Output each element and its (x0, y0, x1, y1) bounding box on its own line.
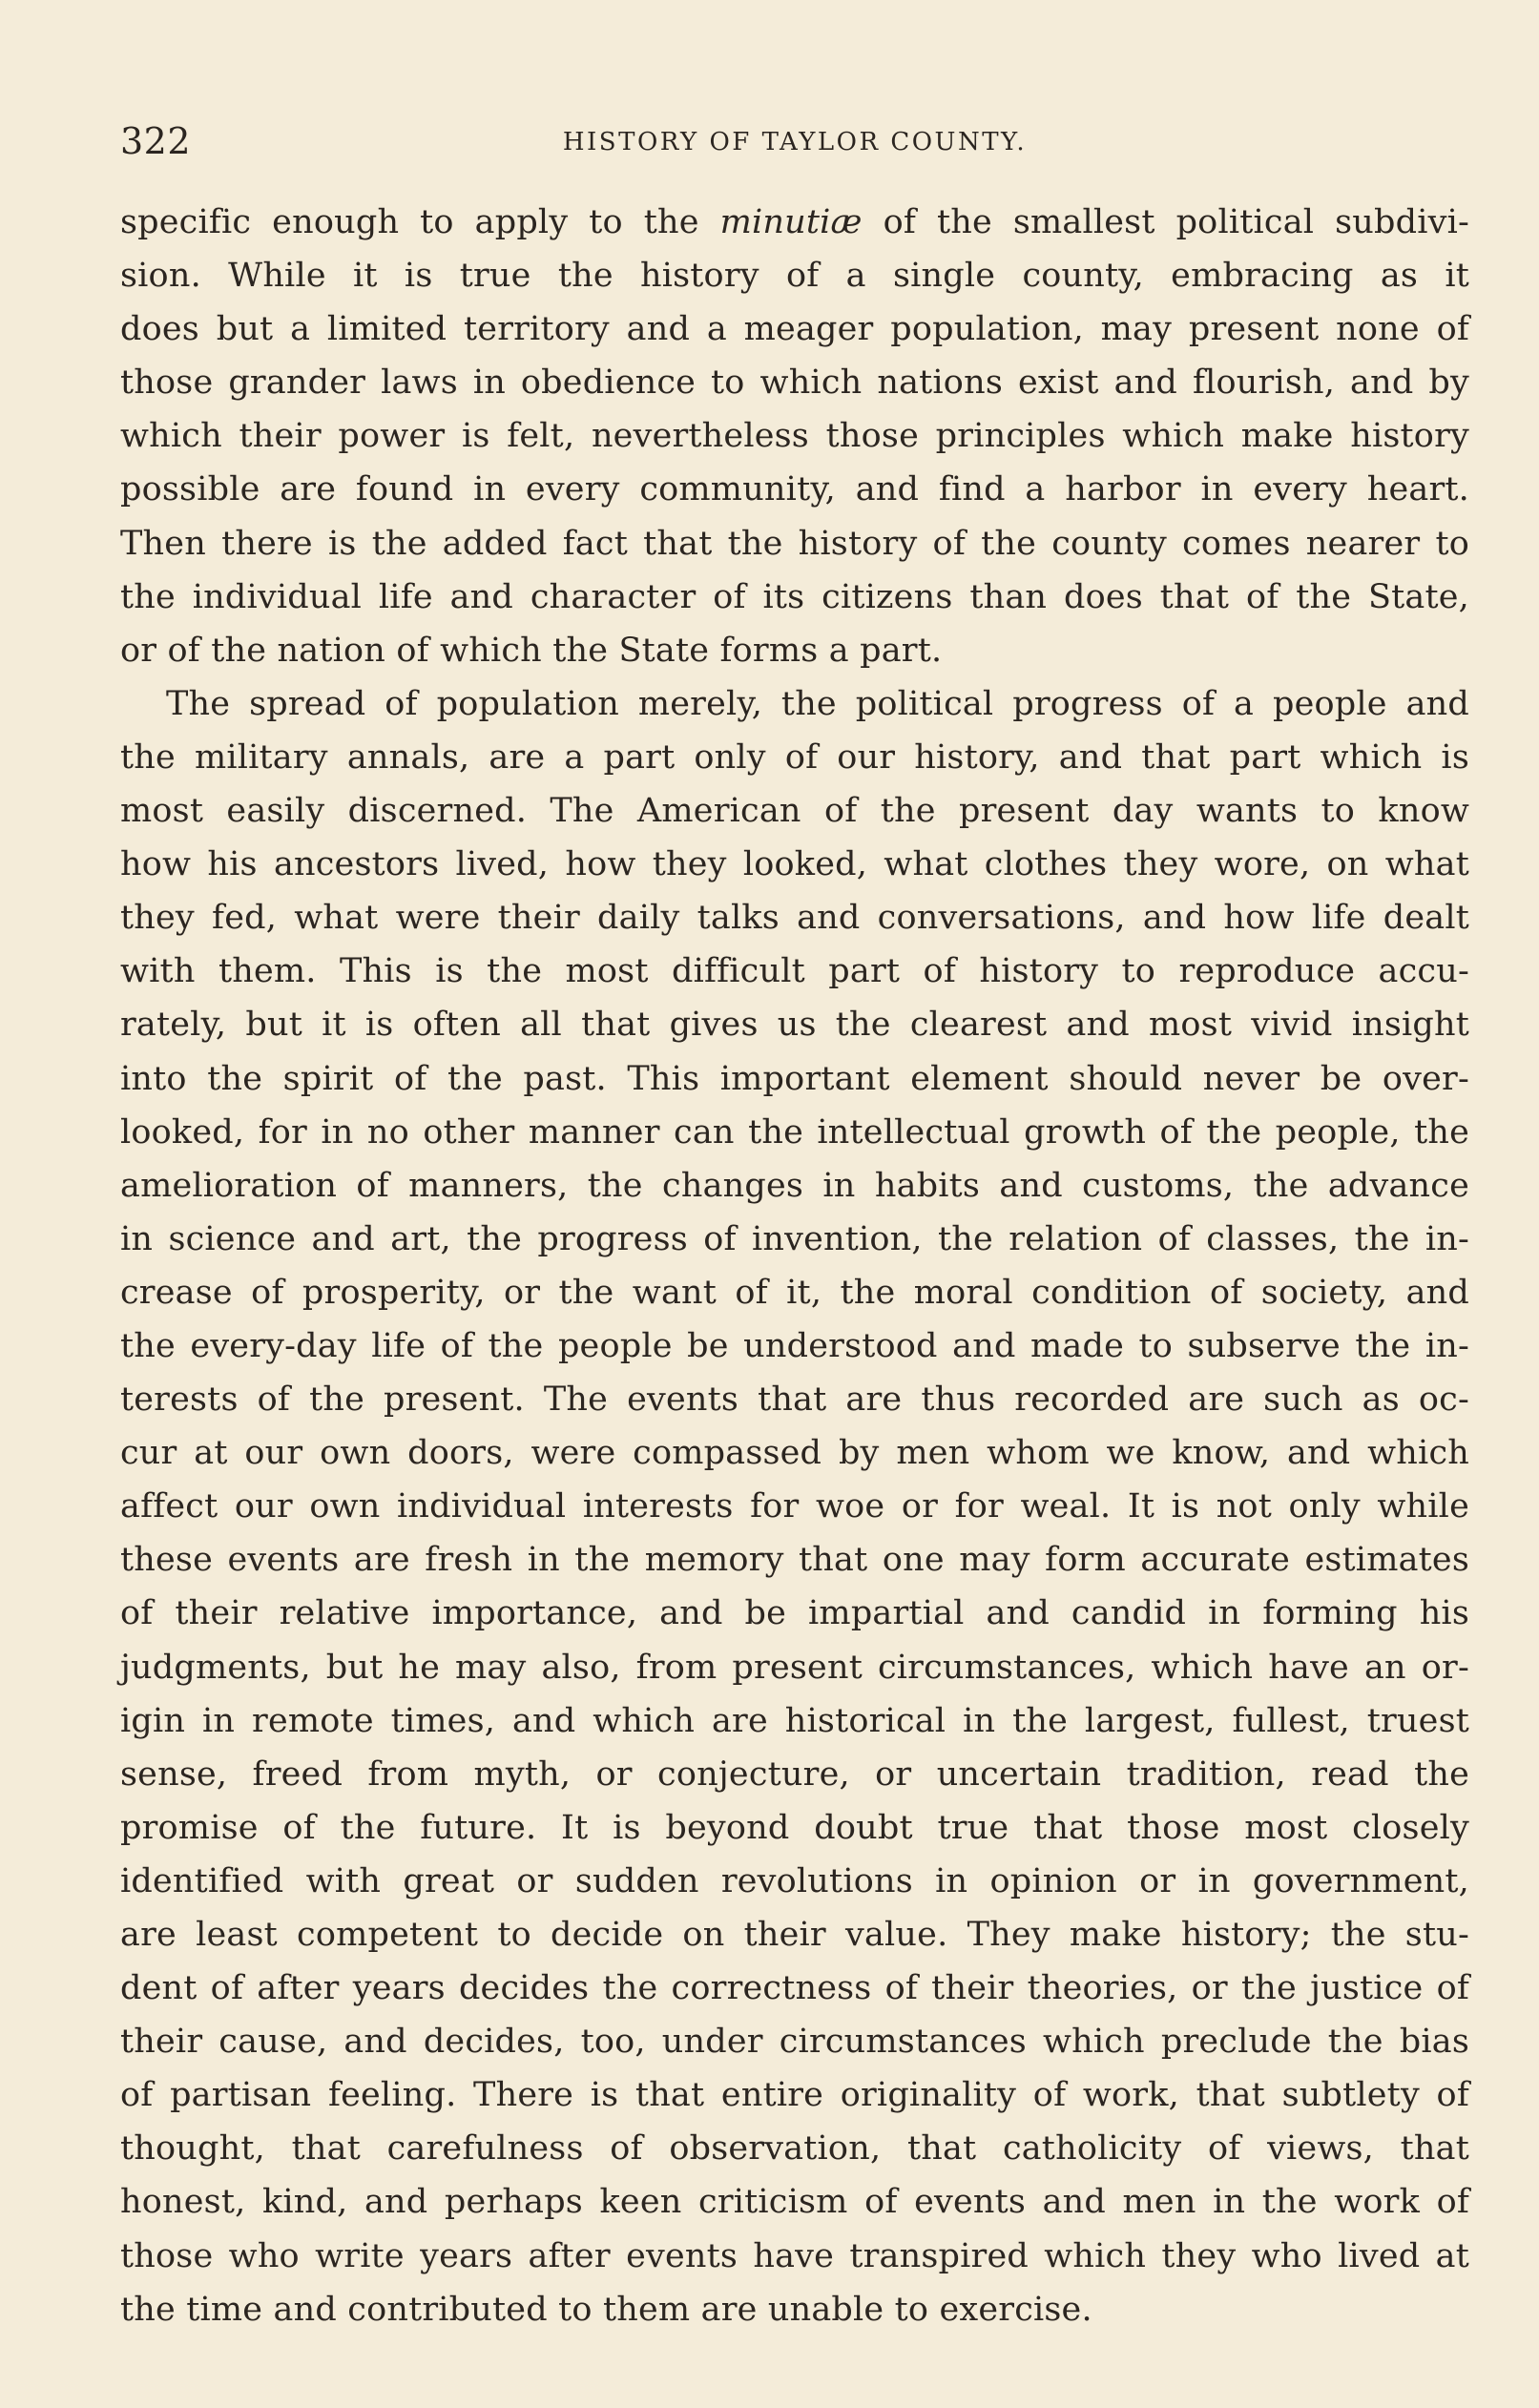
text-line: dent of after years decides the correctness of their theories, or the justice of (120, 1969, 1469, 2008)
text-line: cur at our own doors, were compassed by men whom we know, and which (120, 1434, 1469, 1473)
text-line: the military annals, are a part only of our history, and that part which is (120, 737, 1469, 777)
page-header (120, 122, 1469, 179)
body-text (120, 196, 1469, 2336)
text-line: thought, that carefulness of observation, that catholicity of views, that (120, 2129, 1469, 2169)
text-line: sion. While it is true the history of a single county, embracing as it (120, 257, 1469, 296)
text-line: specific enough to apply to the minutiæ of the smallest political subdivi- (120, 203, 1470, 241)
text-line: affect our own individual interests for woe or for weal. It is not only while (120, 1487, 1469, 1526)
text-line: most easily discerned. The American of the present day wants to know (120, 792, 1469, 831)
text-line: the individual life and character of its citizens than does that of the State, (120, 577, 1469, 616)
text-line: promise of the future. It is beyond doubt true that those most closely (120, 1808, 1469, 1847)
text-line: into the spirit of the past. This important element should never be over- (120, 1059, 1469, 1098)
text-line: terests of the present. The events that are thus recorded are such as oc- (120, 1380, 1469, 1420)
text-line: sense, freed from myth, or conjecture, or uncertain tradition, read the (120, 1754, 1469, 1794)
text-line: those grander laws in obedience to which nations exist and flourish, and by (120, 363, 1469, 403)
text-line: the every-day life of the people be understood and made to subserve the in- (120, 1326, 1469, 1365)
text-line: how his ancestors lived, how they looked, what clothes they wore, on what (120, 845, 1469, 884)
italic-term: minutiæ (719, 203, 863, 241)
text-line: igin in remote times, and which are historical in the largest, fullest, truest (120, 1701, 1469, 1740)
paragraph-end-line: the time and contributed to them are unable to exercise. (120, 2290, 1092, 2329)
text-line: they fed, what were their daily talks and conversations, and how life dealt (120, 899, 1469, 938)
text-line: with them. This is the most difficult part of history to reproduce accu- (120, 952, 1469, 991)
text-line: those who write years after events have transpired which they who lived at (120, 2236, 1469, 2275)
text-line: rately, but it is often all that gives us the clearest and most vivid insight (120, 1006, 1469, 1045)
text-line: honest, kind, and perhaps keen criticism of events and men in the work of (120, 2183, 1469, 2222)
text-line: Then there is the added fact that the history of the county comes nearer to (120, 524, 1469, 563)
text-line: judgments, but he may also, from present circumstances, which have an or- (120, 1648, 1469, 1687)
text-line: amelioration of manners, the changes in habits and customs, the advance (120, 1166, 1469, 1205)
text-line: in science and art, the progress of invention, the relation of classes, the in- (120, 1219, 1469, 1258)
text-line: their cause, and decides, too, under circumstances which preclude the bias (120, 2023, 1469, 2062)
text-line: of partisan feeling. There is that entire originality of work, that subtlety of (120, 2076, 1469, 2115)
text-line: identified with great or sudden revolutions in opinion or in government, (120, 1861, 1469, 1900)
paragraph-end-line: or of the nation of which the State forms a part. (120, 631, 943, 670)
text-line: of their relative importance, and be impartial and candid in forming his (120, 1594, 1469, 1633)
text-line: does but a limited territory and a meager population, may present none of (120, 310, 1469, 349)
text-line: possible are found in every community, and find a harbor in every heart. (120, 470, 1469, 509)
text-line: which their power is felt, nevertheless those principles which make history (120, 417, 1469, 456)
text-line: looked, for in no other manner can the intellectual growth of the people, the (120, 1112, 1469, 1152)
text-line: these events are fresh in the memory that one may form accurate estimates (120, 1541, 1469, 1580)
paragraph-start-line: The spread of population merely, the political progress of a people and (166, 684, 1469, 723)
text-line: crease of prosperity, or the want of it, the moral condition of society, and (120, 1273, 1469, 1312)
running-title: HISTORY OF TAYLOR COUNTY. (562, 128, 1028, 156)
page-number: 322 (120, 120, 192, 162)
text-line: are least competent to decide on their value. They make history; the stu- (120, 1916, 1469, 1954)
